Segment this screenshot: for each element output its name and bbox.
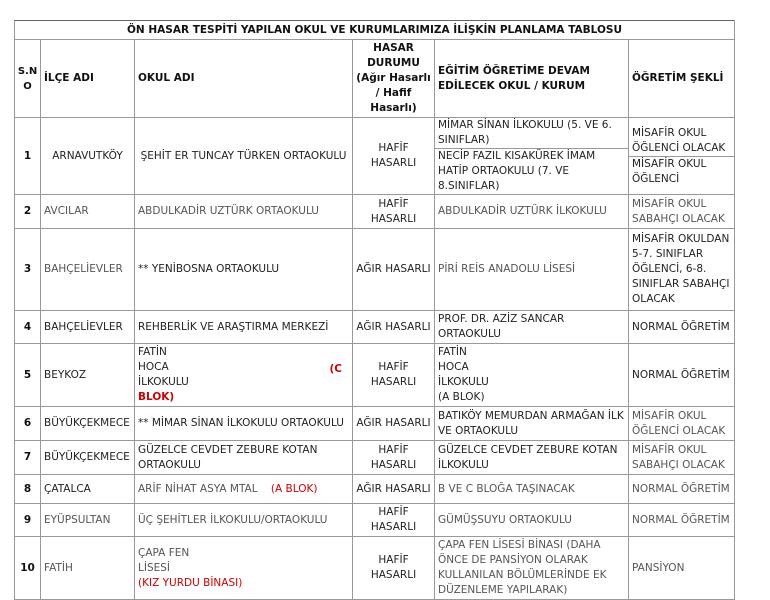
continue-school: B VE C BLOĞA TAŞINACAK xyxy=(435,475,629,504)
continue-school: FATİN HOCA İLKOKULU (A BLOK) xyxy=(435,344,629,407)
continue-school: GÜZELCE CEVDET ZEBURE KOTAN İLKOKULU xyxy=(435,441,629,475)
planning-table-container xyxy=(14,20,734,600)
damage-status: AĞIR HASARLI xyxy=(353,311,435,344)
header-devam: EĞİTİM ÖĞRETİME DEVAM EDİLECEK OKUL / KURUM xyxy=(435,40,629,118)
table-row xyxy=(15,537,735,600)
teaching-type: PANSİYON xyxy=(629,537,735,600)
row-number: 2 xyxy=(15,195,41,229)
teaching-type: MİSAFİR OKUL SABAHÇI OLACAK xyxy=(629,195,735,229)
row-number: 5 xyxy=(15,344,41,407)
continue-school-b: NECİP FAZIL KISAKÜREK İMAM HATİP ORTAOKULU (7. VE 8.SINIFLAR) xyxy=(438,150,596,192)
school-name: REHBERLİK VE ARAŞTIRMA MERKEZİ xyxy=(135,311,353,344)
row-number: 10 xyxy=(15,537,41,600)
damage-status: HAFİF HASARLI xyxy=(353,537,435,600)
district-name: BÜYÜKÇEKMECE xyxy=(41,407,135,441)
teaching-type: MİSAFİR OKUL ÖĞLENCİ OLACAK xyxy=(629,407,735,441)
damage-status: AĞIR HASARLI xyxy=(353,229,435,311)
continue-school: GÜMÜŞSUYU ORTAOKULU xyxy=(435,504,629,537)
damage-status: AĞIR HASARLI xyxy=(353,407,435,441)
school-name: GÜZELCE CEVDET ZEBURE KOTAN ORTAOKULU xyxy=(135,441,353,475)
teaching-type-b: MİSAFİR OKUL ÖĞLENCİ xyxy=(632,157,707,185)
school-block-note-b: BLOK) xyxy=(138,391,175,403)
continue-school: ÇAPA FEN LİSESİ BİNASI (DAHA ÖNCE DE PANSİYON OLARAK KULLANILAN BÖLÜMLERİNDE EK DÜZENLEME YAPILARAK) xyxy=(435,537,629,600)
school-block-note: (A BLOK) xyxy=(270,482,318,495)
teaching-type: MİSAFİR OKUL SABAHÇI OLACAK xyxy=(629,441,735,475)
row-number: 4 xyxy=(15,311,41,344)
table-row xyxy=(15,118,735,195)
continue-school: PİRİ REİS ANADOLU LİSESİ xyxy=(435,229,629,311)
continue-school: BATIKÖY MEMURDAN ARMAĞAN İLK VE ORTAOKULU xyxy=(435,407,629,441)
damage-status: HAFİF HASARLI xyxy=(353,118,435,195)
district-name: BÜYÜKÇEKMECE xyxy=(41,441,135,475)
continue-school-a: MİMAR SİNAN İLKOKULU (5. VE 6. SINIFLAR) xyxy=(435,118,628,149)
district-name: FATİH xyxy=(41,537,135,600)
table-row xyxy=(15,195,735,229)
school-block-note: (KIZ YURDU BİNASI) xyxy=(138,576,243,589)
header-ilce: İLÇE ADI xyxy=(41,40,135,118)
district-name: BAHÇELİEVLER xyxy=(41,229,135,311)
row-number: 8 xyxy=(15,475,41,504)
school-name: ** YENİBOSNA ORTAOKULU xyxy=(135,229,353,311)
row-number: 7 xyxy=(15,441,41,475)
teaching-type xyxy=(629,118,735,195)
district-name: EYÜPSULTAN xyxy=(41,504,135,537)
teaching-type: NORMAL ÖĞRETİM xyxy=(629,475,735,504)
school-name: ÜÇ ŞEHİTLER İLKOKULU/ORTAOKULU xyxy=(135,504,353,537)
table-row xyxy=(15,344,735,407)
teaching-type-a: MİSAFİR OKUL ÖĞLENCİ OLACAK xyxy=(629,126,734,157)
damage-status: HAFİF HASARLI xyxy=(353,441,435,475)
district-name: ÇATALCA xyxy=(41,475,135,504)
table-row xyxy=(15,441,735,475)
teaching-type: NORMAL ÖĞRETİM xyxy=(629,344,735,407)
school-name-text: FATİN HOCA İLKOKULU xyxy=(138,346,189,388)
teaching-type: NORMAL ÖĞRETİM xyxy=(629,311,735,344)
damage-status: HAFİF HASARLI xyxy=(353,504,435,537)
district-name: BAHÇELİEVLER xyxy=(41,311,135,344)
table-row xyxy=(15,407,735,441)
header-sno: S.NO xyxy=(15,40,41,118)
row-number: 1 xyxy=(15,118,41,195)
continue-school xyxy=(435,118,629,195)
damage-status: AĞIR HASARLI xyxy=(353,475,435,504)
damage-status: HAFİF HASARLI xyxy=(353,195,435,229)
school-name: ABDULKADİR UZTÜRK ORTAOKULU xyxy=(135,195,353,229)
table-row xyxy=(15,311,735,344)
table-title-row xyxy=(15,21,735,40)
school-name-text: ÇAPA FEN LİSESİ xyxy=(138,546,190,574)
school-name: ** MİMAR SİNAN İLKOKULU ORTAOKULU xyxy=(135,407,353,441)
school-name xyxy=(135,475,353,504)
table-row xyxy=(15,229,735,311)
district-name: ARNAVUTKÖY xyxy=(41,118,135,195)
row-number: 6 xyxy=(15,407,41,441)
table-title: ÖN HASAR TESPİTİ YAPILAN OKUL VE KURUMLARIMIZA İLİŞKİN PLANLAMA TABLOSU xyxy=(15,21,735,40)
row-number: 9 xyxy=(15,504,41,537)
continue-school: ABDULKADİR UZTÜRK İLKOKULU xyxy=(435,195,629,229)
table-header-row xyxy=(15,40,735,118)
row-number: 3 xyxy=(15,229,41,311)
district-name: BEYKOZ xyxy=(41,344,135,407)
damage-status: HAFİF HASARLI xyxy=(353,344,435,407)
table-row xyxy=(15,475,735,504)
planning-table xyxy=(14,20,735,600)
continue-school: PROF. DR. AZİZ SANCAR ORTAOKULU xyxy=(435,311,629,344)
header-okul: OKUL ADI xyxy=(135,40,353,118)
school-name xyxy=(135,537,353,600)
header-hasar: HASAR DURUMU (Ağır Hasarlı / Hafif Hasarlı) xyxy=(353,40,435,118)
header-sekil: ÖĞRETİM ŞEKLİ xyxy=(629,40,735,118)
teaching-type: NORMAL ÖĞRETİM xyxy=(629,504,735,537)
school-name-text: ARİF NİHAT ASYA MTAL xyxy=(138,482,258,495)
teaching-type: MİSAFİR OKULDAN 5-7. SINIFLAR ÖĞLENCİ, 6-8. SINIFLAR SABAHÇI OLACAK xyxy=(629,229,735,311)
school-name: ŞEHİT ER TUNCAY TÜRKEN ORTAOKULU xyxy=(135,118,353,195)
school-block-note-a: (C xyxy=(329,363,342,375)
school-name xyxy=(135,344,353,407)
district-name: AVCILAR xyxy=(41,195,135,229)
